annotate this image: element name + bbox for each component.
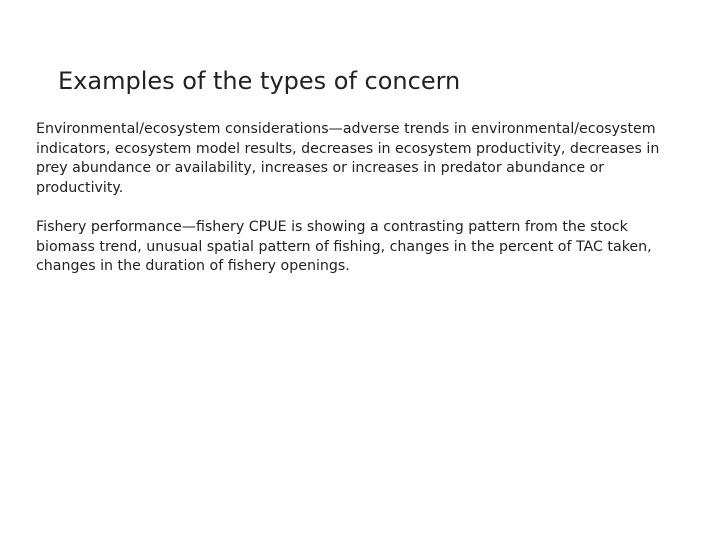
paragraph-environmental-considerations: Environmental/ecosystem considerations—adverse trends in environmental/ecosystem indicators, ecosystem model results, decreases in ecosystem productivity, decreases in prey abundance or availability, increases or increases in predator abundance or productivity. <box>36 121 660 196</box>
paragraph-fishery-performance: Fishery performance—fishery CPUE is showing a contrasting pattern from the stock biomass trend, unusual spatial pattern of fishing, changes in the percent of TAC taken, changes in the duration of fishery openings. <box>36 219 652 274</box>
slide-title: Examples of the types of concern <box>58 67 461 95</box>
slide-body <box>36 120 672 297</box>
